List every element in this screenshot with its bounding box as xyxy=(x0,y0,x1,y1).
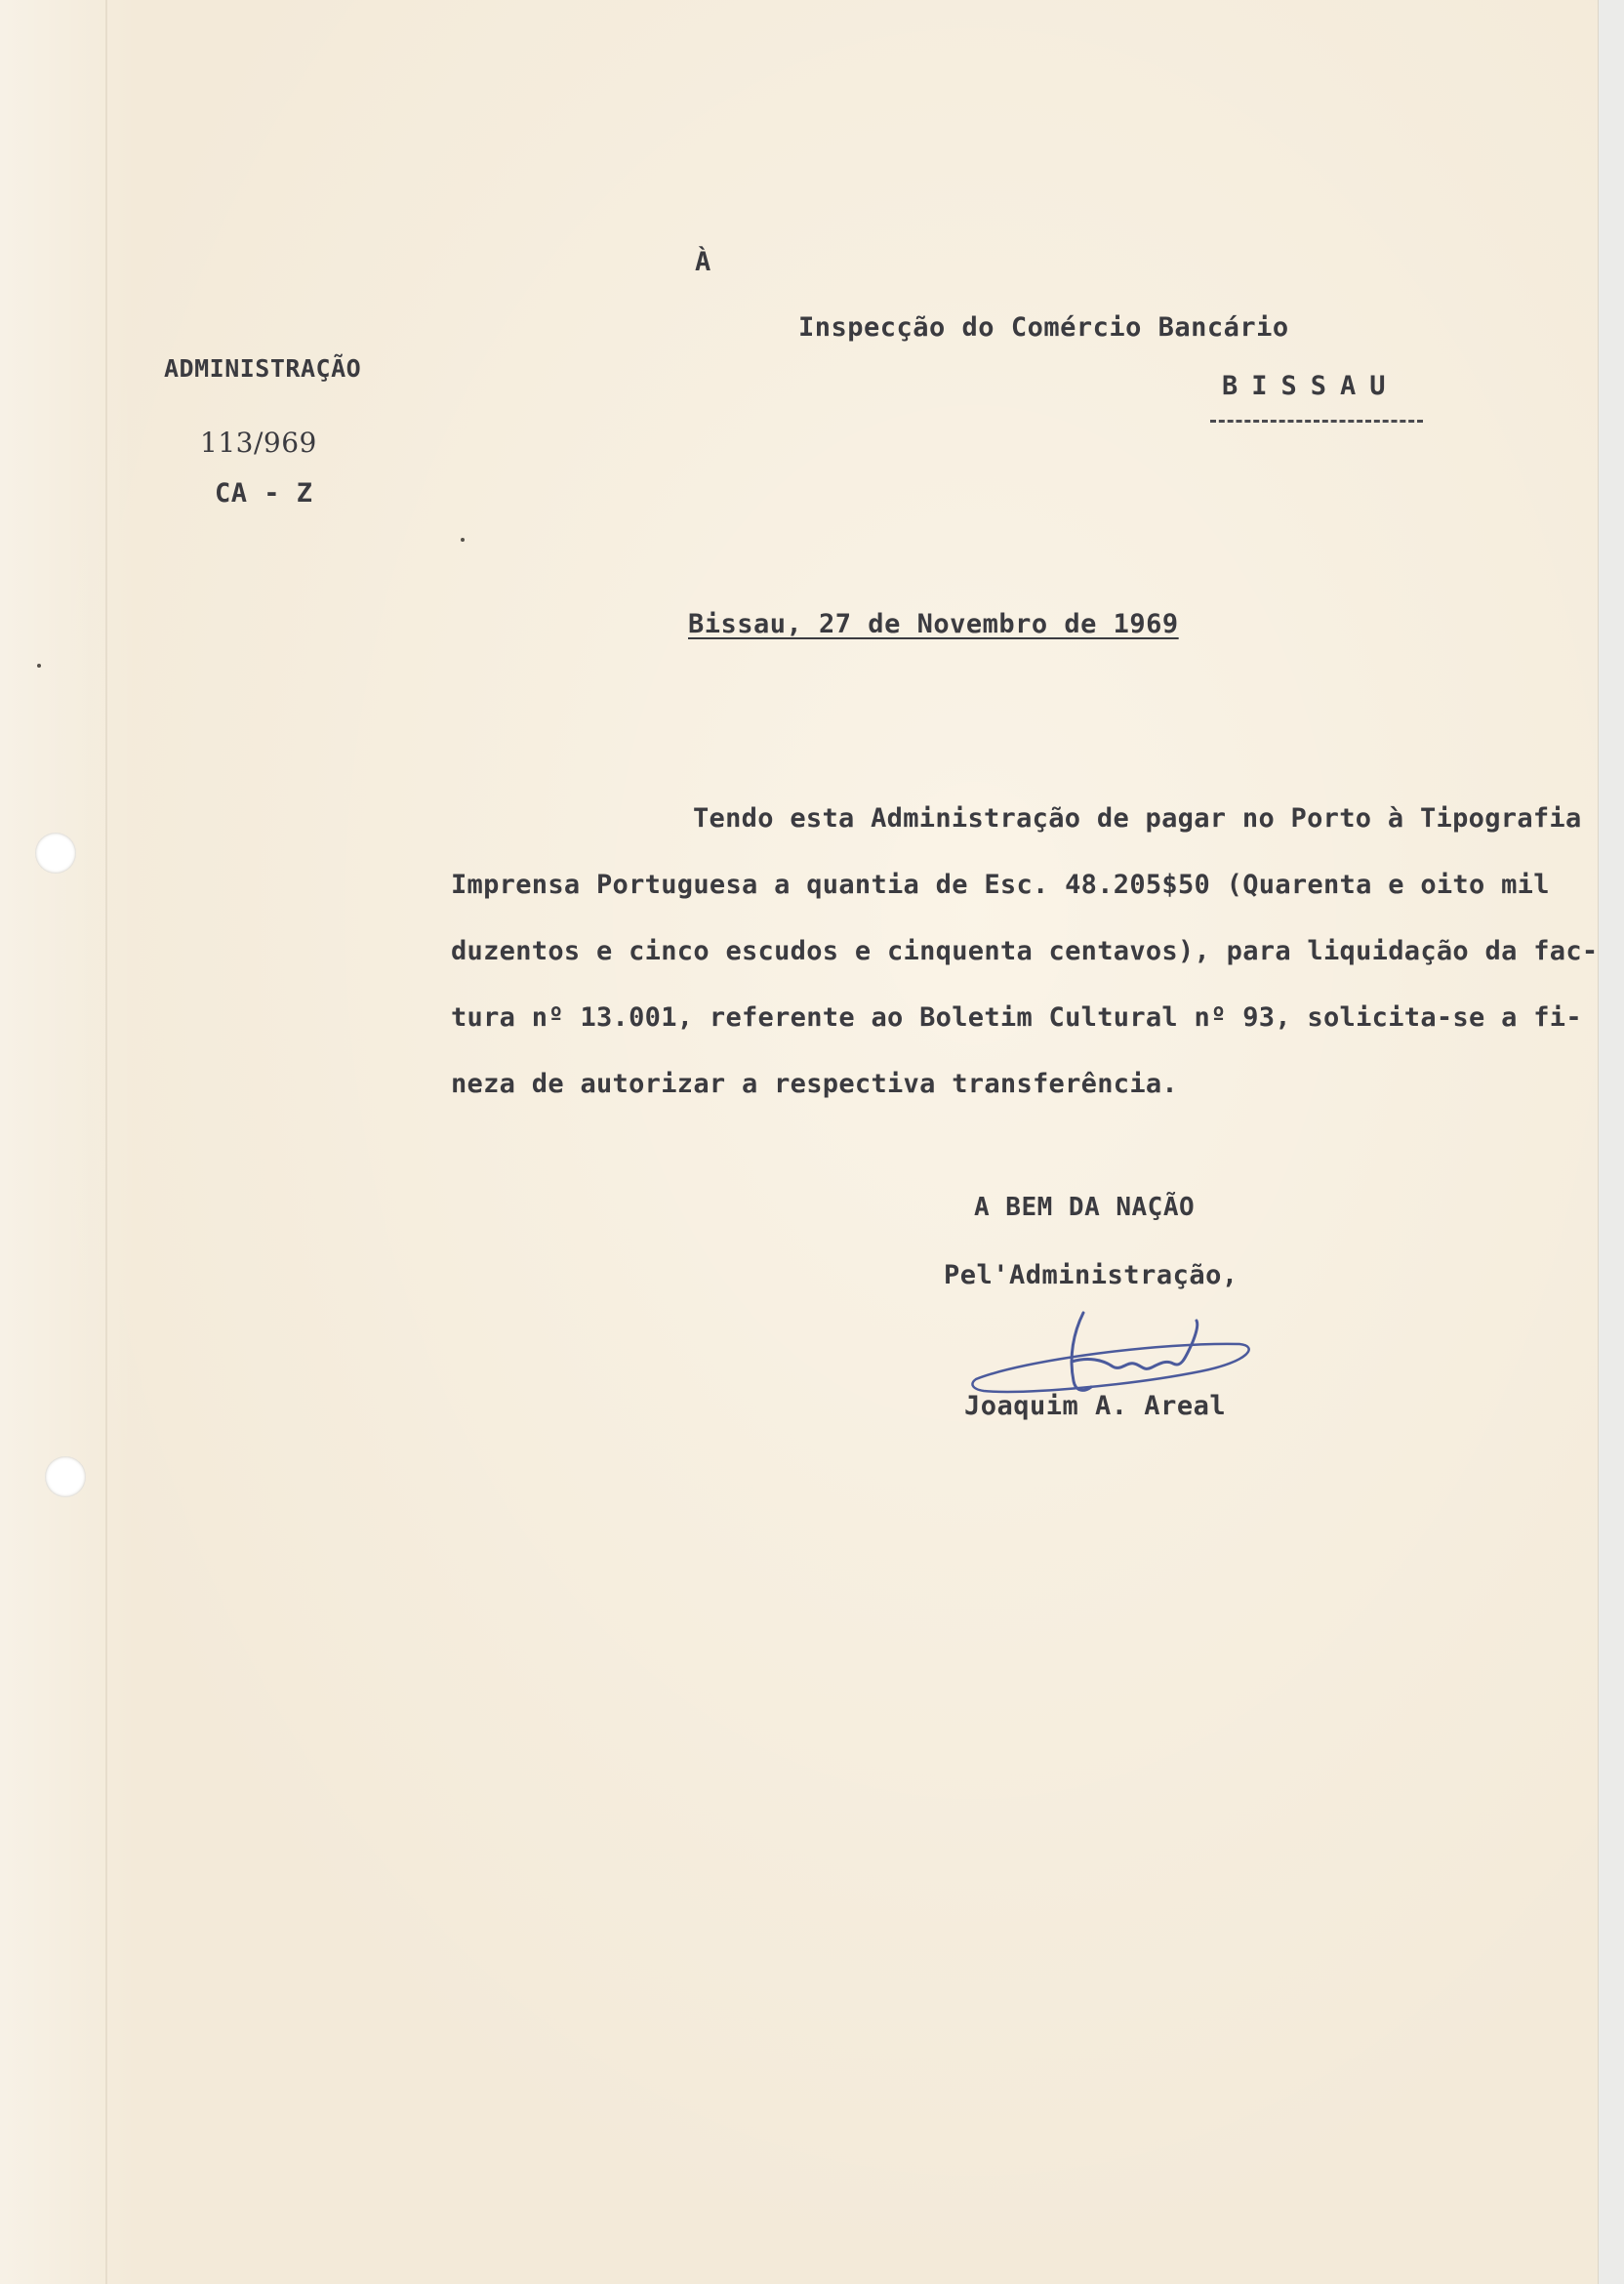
punch-hole-bottom xyxy=(45,1456,86,1497)
recipient-name: Inspecção do Comércio Bancário xyxy=(798,312,1289,343)
signatory-role: Pel'Administração, xyxy=(944,1260,1238,1290)
paper-speck xyxy=(37,664,41,668)
sender-department: ADMINISTRAÇÃO xyxy=(164,354,362,383)
punch-hole-top xyxy=(35,833,76,874)
paper-speck xyxy=(461,538,465,542)
body-line-2: Imprensa Portuguesa a quantia de Esc. 48.205$50 (Quarenta e oito mil xyxy=(451,870,1550,900)
body-line-1: Tendo esta Administração de pagar no Porto à Tipografia xyxy=(693,803,1582,834)
date-line: Bissau, 27 de Novembro de 1969 xyxy=(688,609,1179,639)
paper-fold-line xyxy=(105,0,107,2284)
closing: A BEM DA NAÇÃO xyxy=(974,1193,1196,1222)
recipient-city-underline xyxy=(1210,420,1423,423)
recipient-city: BISSAU xyxy=(1222,371,1400,401)
reference-code: CA - Z xyxy=(215,478,313,509)
signatory-name: Joaquim A. Areal xyxy=(964,1391,1227,1421)
body-line-3: duzentos e cinco escudos e cinquenta centavos), para liquidação da fac- xyxy=(451,936,1599,966)
body-line-5: neza de autorizar a respectiva transferência. xyxy=(451,1069,1178,1099)
reference-number: 113/969 xyxy=(200,427,317,459)
body-line-4: tura nº 13.001, referente ao Boletim Cultural nº 93, solicita-se a fi- xyxy=(451,1002,1582,1033)
salutation: À xyxy=(695,247,711,277)
page-edge xyxy=(1598,0,1624,2284)
